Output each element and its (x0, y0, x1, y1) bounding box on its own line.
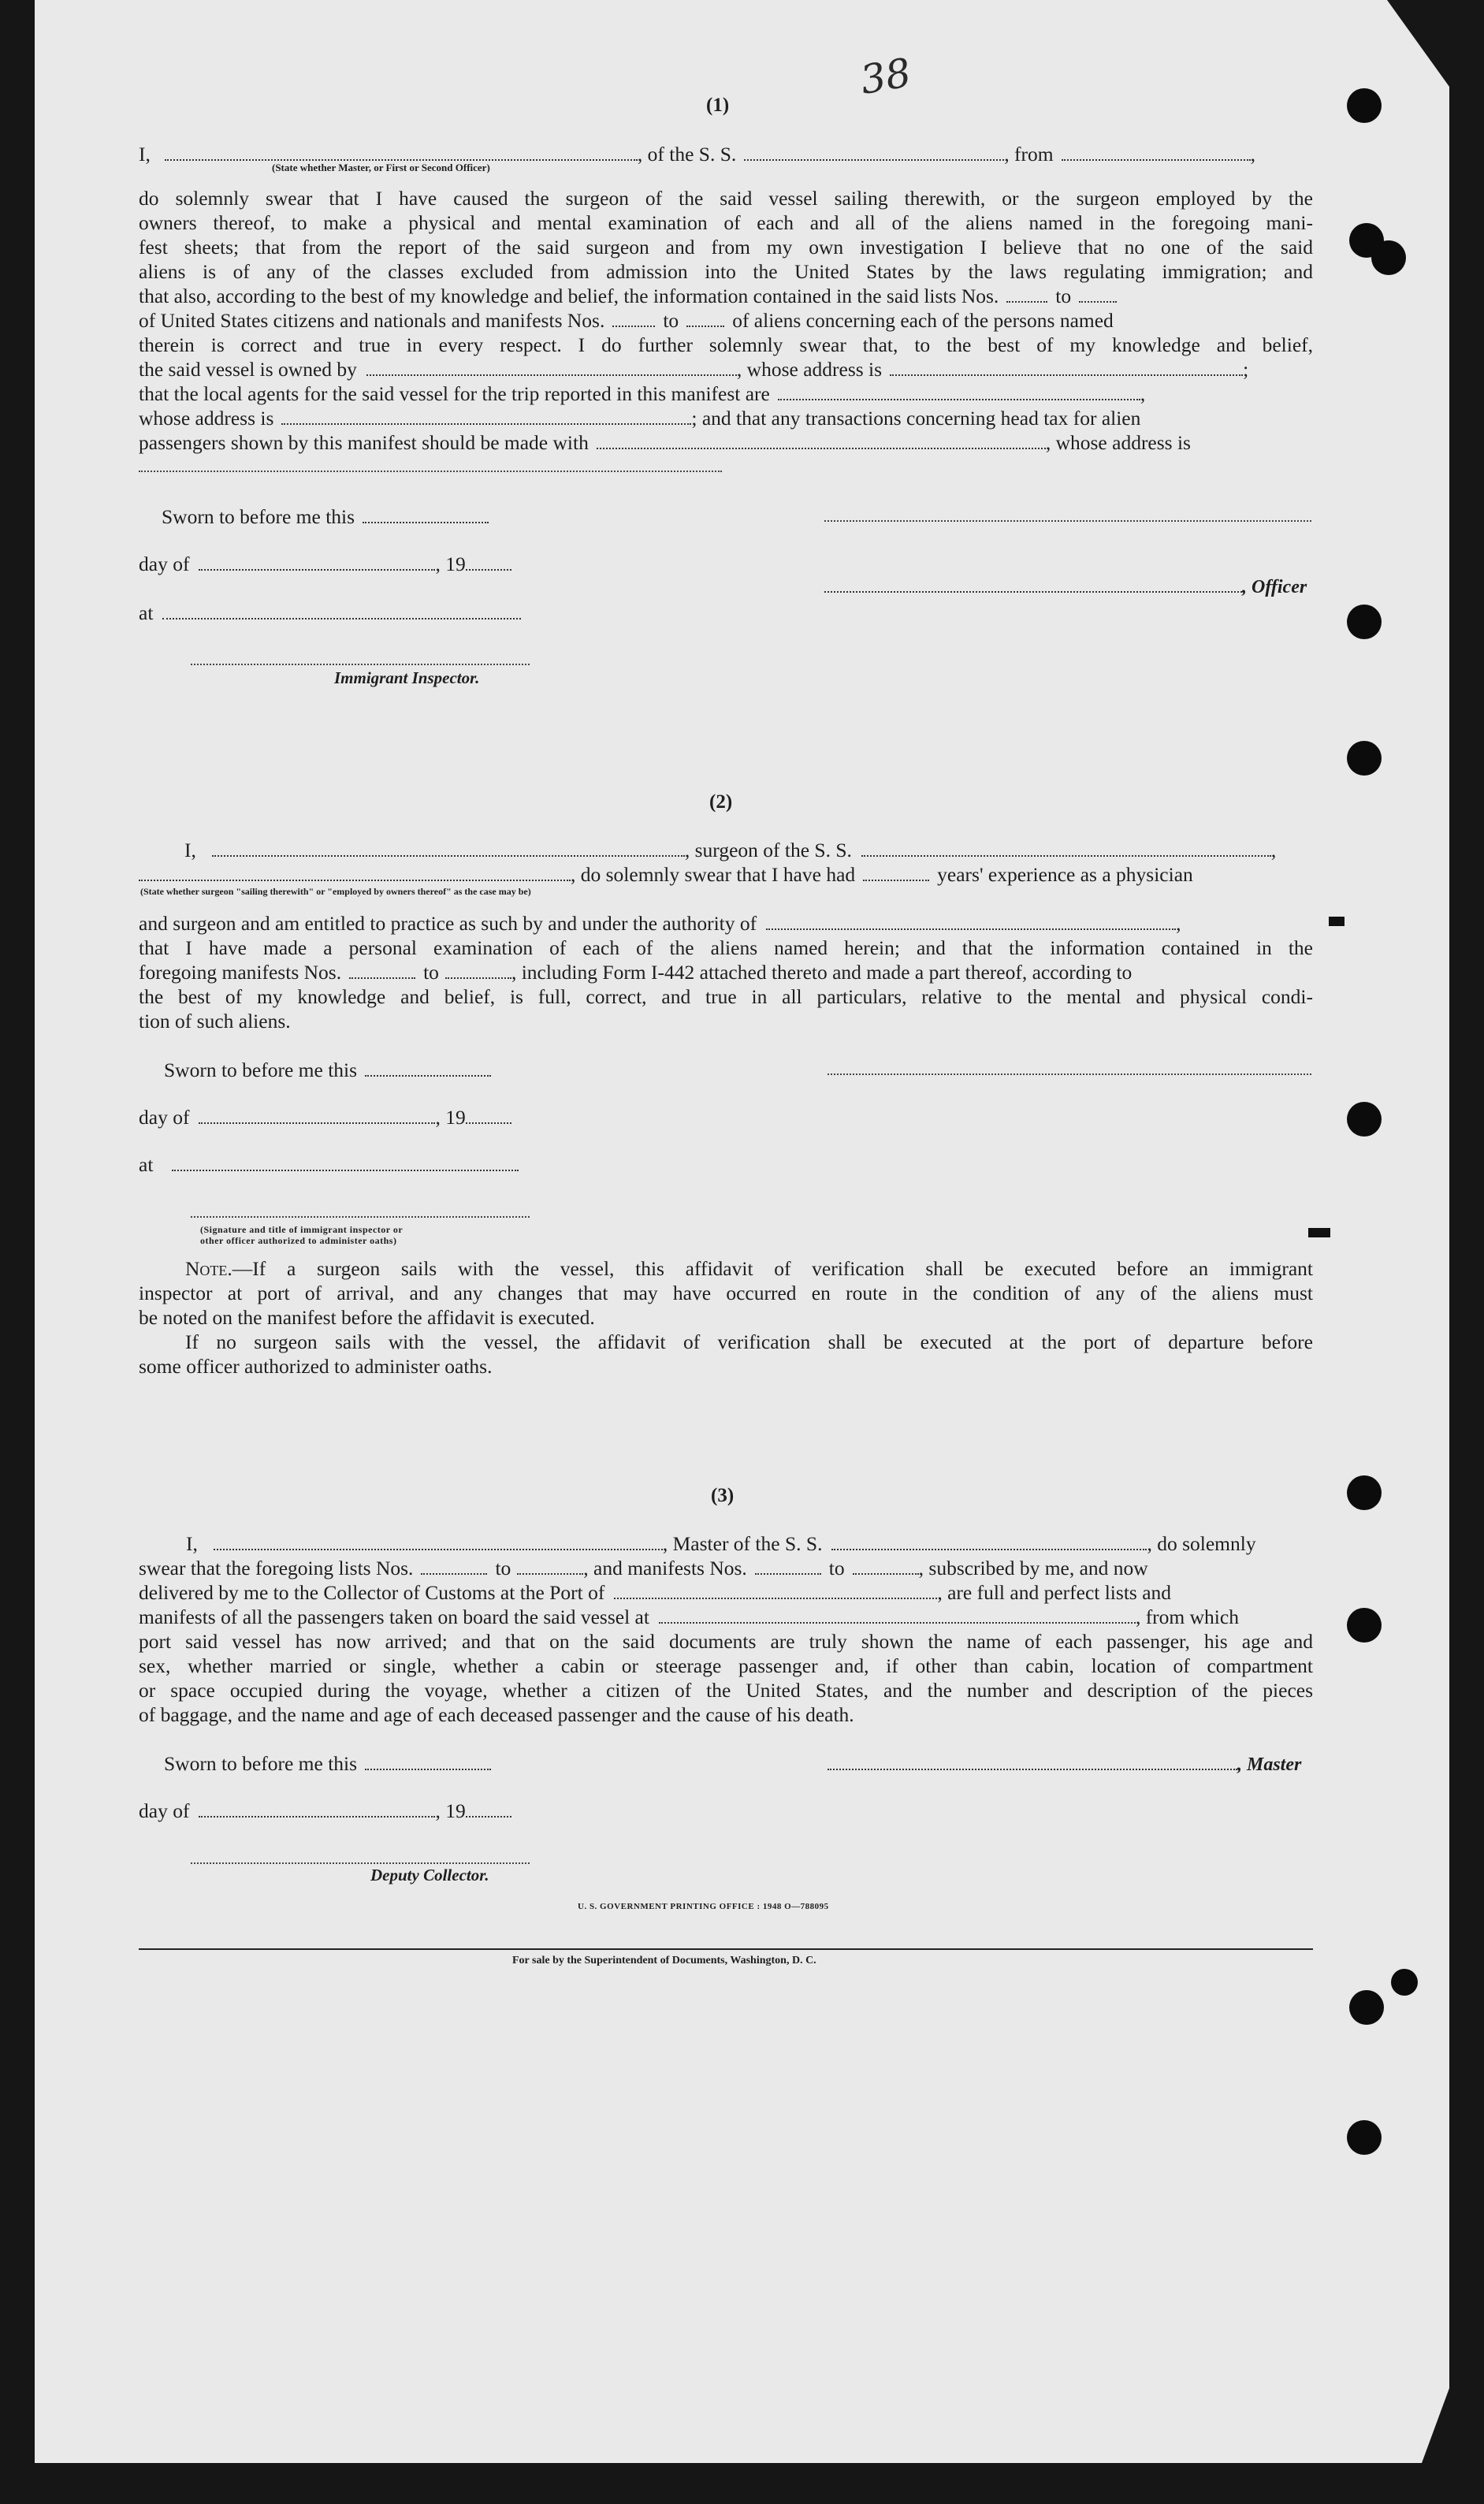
s1-text: passengers shown by this manifest should be made with , whose address is (139, 431, 1191, 454)
s1-text: aliens is of any of the classes excluded from admission into the United States by the laws regulating immigration; and (139, 260, 1313, 283)
s3-manifests-from[interactable] (755, 1572, 821, 1575)
punch-hole (1347, 1608, 1382, 1643)
day-field[interactable] (199, 568, 435, 571)
s2-sworn: Sworn to before me this (164, 1058, 491, 1082)
punch-hole (1347, 2120, 1382, 2155)
s2-day: day of , 19 (139, 1105, 511, 1129)
s2-sworn-date-field[interactable] (365, 1074, 491, 1077)
from-field[interactable] (1062, 158, 1251, 161)
s1-text: that the local agents for the said vessel for the trip reported in this manifest are , (139, 382, 1146, 405)
section-1-number: (1) (706, 95, 730, 116)
section-2-number: (2) (709, 791, 733, 813)
s2-line3: and surgeon and am entitled to practice as such by and under the authority of , (139, 912, 1181, 935)
rank-field[interactable] (165, 158, 638, 161)
s3-lists-to[interactable] (517, 1572, 583, 1575)
punch-hole (1391, 1969, 1418, 1996)
deputy-signature-line[interactable] (191, 1862, 530, 1864)
lists-no-to[interactable] (1079, 300, 1117, 303)
boarding-port-field[interactable] (659, 1621, 1136, 1624)
agents-field[interactable] (778, 398, 1140, 400)
s3-year-field[interactable] (466, 1815, 511, 1818)
authority-field[interactable] (766, 928, 1176, 930)
manifests-no-to[interactable] (686, 325, 724, 327)
s3-lists-from[interactable] (421, 1572, 487, 1575)
immigrant-inspector-label: Immigrant Inspector. (334, 668, 480, 687)
manifests-no-from[interactable] (612, 325, 655, 327)
s1-text: the said vessel is owned by , whose address is ; (139, 358, 1249, 381)
agents-address-field[interactable] (281, 422, 691, 425)
printing-office-line: U. S. GOVERNMENT PRINTING OFFICE : 1948 O—788095 (578, 1902, 829, 1911)
master-vessel-field[interactable] (831, 1548, 1147, 1550)
s2-line5: foregoing manifests Nos. to , including Form I-442 attached thereto and made a part thereof, according to (139, 961, 1133, 984)
s2-year-field[interactable] (466, 1122, 511, 1124)
s3-text: of baggage, and the name and age of each deceased passenger and the cause of his death. (139, 1703, 854, 1726)
s3-day-field[interactable] (199, 1815, 435, 1818)
punch-hole (1349, 1990, 1384, 2025)
s1-officer: , Officer (824, 574, 1307, 600)
s3-text: port said vessel has now arrived; and that on the said documents are truly shown the name of each passenger, his age and (139, 1630, 1313, 1653)
s2-text: that I have made a personal examination of each of the aliens named herein; and that the information contained in the (139, 936, 1313, 959)
year-field[interactable] (466, 568, 511, 571)
scan-mark (1308, 1228, 1330, 1237)
s1-sub-note: (State whether Master, or First or Second Officer) (272, 162, 490, 173)
surgeon-status-field[interactable] (139, 879, 571, 881)
s2-note: Note.—If a surgeon sails with the vessel, this affidavit of verification shall be executed before an immigrant (185, 1257, 1313, 1280)
head-tax-field[interactable] (597, 447, 1046, 449)
s2-line1: I, , surgeon of the S. S. , (184, 839, 1277, 861)
s2-at-field[interactable] (172, 1169, 519, 1171)
s2-note: some officer authorized to administer oaths. (139, 1355, 493, 1378)
s3-sworn: Sworn to before me this (164, 1751, 491, 1776)
master-signature-line[interactable] (828, 1768, 1237, 1770)
s2-sig-note: other officer authorized to administer oaths) (200, 1235, 397, 1246)
s3-line2: swear that the foregoing lists Nos. to , and manifests Nos. to , subscribed by me, and now (139, 1557, 1148, 1579)
s1-text: whose address is ; and that any transactions concerning head tax for alien (139, 407, 1141, 430)
punch-hole (1347, 88, 1382, 123)
s3-master: , Master (828, 1751, 1301, 1777)
punch-hole (1347, 1102, 1382, 1137)
s2-signature-line[interactable] (828, 1073, 1311, 1075)
master-name-field[interactable] (214, 1548, 663, 1550)
s3-manifests-to[interactable] (853, 1572, 919, 1575)
s1-text: therein is correct and true in every respect. I do further solemnly swear that, to the best of my knowledge and belief, (139, 333, 1313, 356)
section-3-number: (3) (711, 1485, 735, 1506)
s2-inspector-signature-line[interactable] (191, 1216, 530, 1218)
punch-hole (1347, 605, 1382, 639)
s1-text: fest sheets; that from the report of the said surgeon and from my own investigation I believe that no one of the said (139, 236, 1313, 259)
officer-signature-line[interactable] (824, 590, 1242, 593)
s2-line2: , do solemnly swear that I have had years' experience as a physician (139, 862, 1313, 887)
s1-text: that also, according to the best of my knowledge and belief, the information contained in the said lists Nos. to (139, 284, 1313, 308)
s2-sub-note: (State whether surgeon "sailing therewith" or "employed by owners thereof" as the case may be) (140, 886, 531, 897)
s2-note: be noted on the manifest before the affidavit is executed. (139, 1306, 595, 1329)
s3-text: sex, whether married or single, whether a cabin or steerage passenger and, if other than cabin, location of compartment (139, 1654, 1313, 1677)
s3-line3: delivered by me to the Collector of Customs at the Port of , are full and perfect lists and (139, 1581, 1172, 1604)
s3-text: or space occupied during the voyage, whether a citizen of the United States, and the number and description of the pieces (139, 1679, 1313, 1702)
owner-address-field[interactable] (890, 374, 1243, 376)
punch-hole (1347, 1475, 1382, 1510)
port-field[interactable] (614, 1597, 937, 1599)
punch-hole (1347, 741, 1382, 776)
s3-day: day of , 19 (139, 1799, 511, 1823)
s1-day: day of , 19 (139, 552, 511, 576)
surgeon-name-field[interactable] (212, 854, 685, 857)
s1-text: do solemnly swear that I have caused the surgeon of the said vessel sailing therewith, or the surgeon employed by the (139, 187, 1313, 210)
footer-rule (139, 1948, 1313, 1950)
s2-at: at (139, 1152, 519, 1177)
punch-hole (1371, 240, 1406, 275)
s2-manifests-from[interactable] (349, 977, 415, 979)
surgeon-vessel-field[interactable] (861, 854, 1271, 857)
s2-note: inspector at port of arrival, and any changes that may have occurred en route in the condition of any of the aliens must (139, 1282, 1313, 1304)
vessel-field[interactable] (744, 158, 1004, 161)
s3-line1: I, , Master of the S. S. , do solemnly (186, 1532, 1256, 1555)
s2-day-field[interactable] (199, 1122, 435, 1124)
s3-sworn-date-field[interactable] (365, 1768, 491, 1770)
s1-text: owners thereof, to make a physical and mental examination of each and all of the aliens named in the foregoing mani- (139, 211, 1313, 234)
inspector-signature-line[interactable] (191, 664, 530, 665)
s1-at: at (139, 601, 521, 625)
s1-line1: I, , of the S. S. , from , (139, 143, 1255, 166)
s3-line4: manifests of all the passengers taken on board the said vessel at , from which (139, 1605, 1239, 1628)
footer-text: For sale by the Superintendent of Documents, Washington, D. C. (512, 1955, 816, 1966)
at-field[interactable] (162, 617, 521, 619)
handwritten-page-number: 38 (857, 49, 915, 104)
s2-sig-note: (Signature and title of immigrant inspector or (200, 1224, 404, 1235)
head-tax-address-field[interactable] (139, 471, 722, 472)
years-field[interactable] (863, 879, 929, 881)
s2-text: the best of my knowledge and belief, is full, correct, and true in all particulars, relative to the mental and physical condi- (139, 985, 1313, 1008)
s2-text: tion of such aliens. (139, 1010, 291, 1032)
s2-manifests-to[interactable] (445, 977, 511, 979)
lists-no-from[interactable] (1006, 300, 1047, 303)
s1-text: of United States citizens and nationals and manifests Nos. to of aliens concerning each of the persons named (139, 309, 1114, 332)
sworn-date-field[interactable] (363, 521, 489, 523)
sworn-signature-line[interactable] (824, 520, 1311, 522)
deputy-collector-label: Deputy Collector. (370, 1866, 489, 1885)
s2-note: If no surgeon sails with the vessel, the affidavit of verification shall be executed at the port of departure before (185, 1330, 1313, 1353)
owner-field[interactable] (366, 374, 737, 376)
scan-mark (1329, 917, 1345, 926)
s1-sworn: Sworn to before me this (162, 504, 489, 529)
